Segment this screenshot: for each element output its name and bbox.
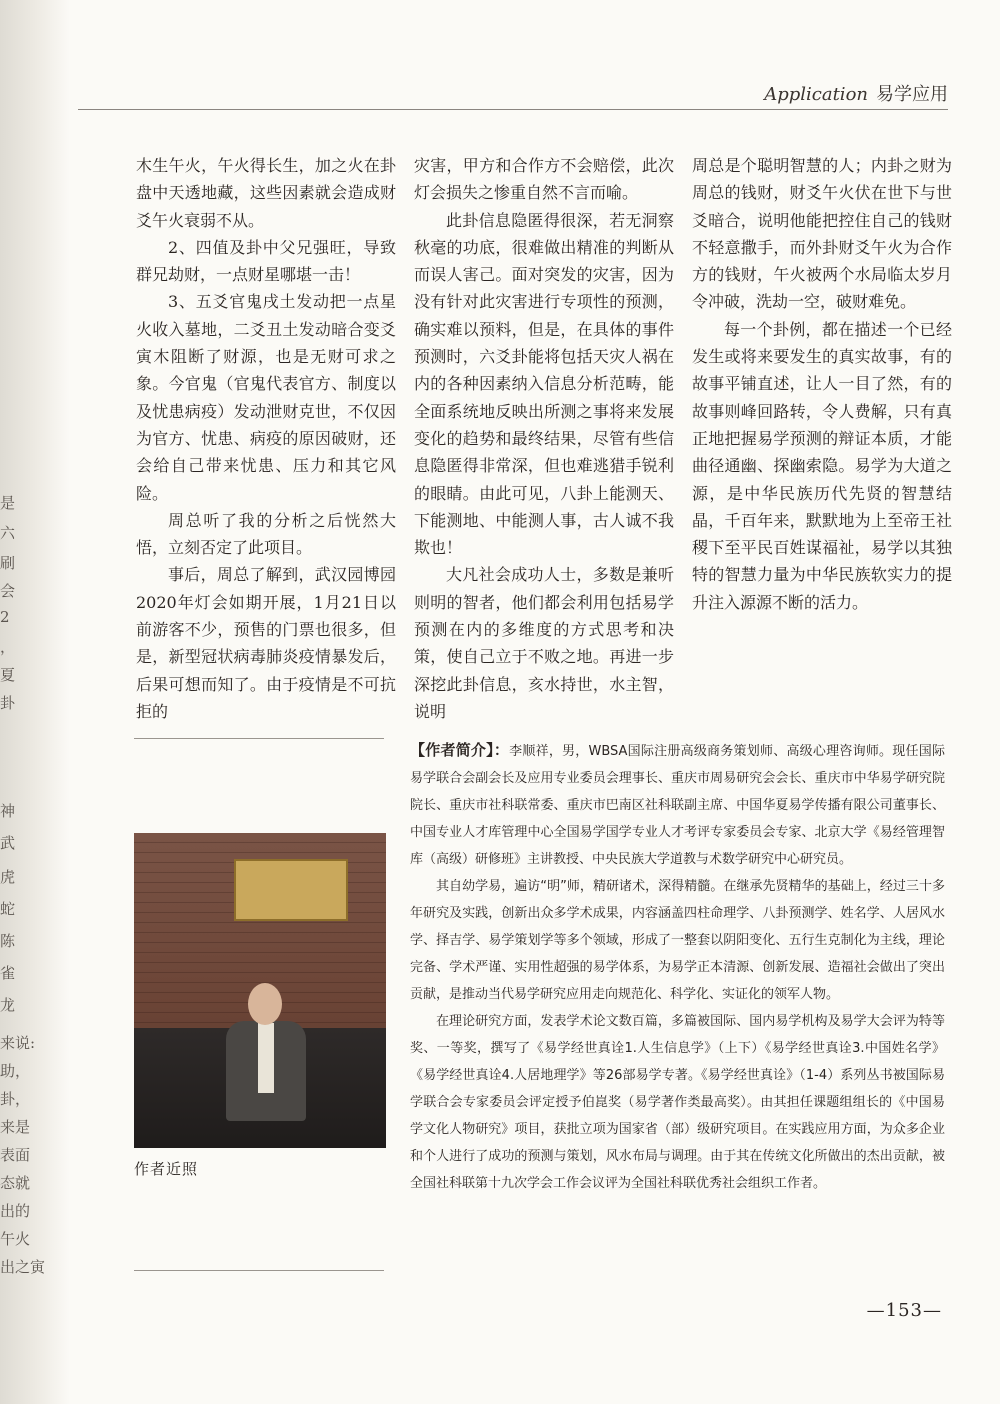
- column-paragraph: 每一个卦例，都在描述一个已经发生或将来要发生的真实故事，有的故事平铺直述，让人一目了然，有的故事则峰回路转，令人费解，只有真正地把握易学预测的辩证本质，才能曲径通幽、探幽索隐。易学为大道之源，是中华民族历代先贤的智慧结晶，千百年来，默默地为上至帝王社稷下至平民百姓谋福祉，易学以其独特的智慧力量为中华民族软实力的提升注入源源不断的活力。: [692, 319, 952, 612]
- photo-author-shirt: [258, 1023, 274, 1093]
- facing-page-fragment: 表面: [0, 1146, 31, 1164]
- bio-paragraph: 在理论研究方面，发表学术论文数百篇，多篇被国际、国内易学机构及易学大会评为特等奖、一等奖，撰写了《易学经世真诠1.人生信息学》（上下）《易学经世真诠3.中国姓名学》《易学经世真诠4.人居地理学》等26部易学专著。《易学经世真诠》（1-4）系列丛书被国际易学联合会专家委员会评定授予伯崑奖（易学著作类最高奖）。由其担任课题组组长的《中国易学文化人物研究》项目，获批立项为国家省（部）级研究项目。在实践应用方面，为众多企业和个人进行了成功的预测与策划，风水布局与调理。由于其在传统文化所做出的杰出贡献，被全国社科联第十九次学会工作会议评为全国社科联优秀社会组织工作者。: [410, 1014, 945, 1191]
- photo-wall-plaque: [234, 859, 348, 921]
- facing-page-fragment: 出之寅: [0, 1258, 46, 1276]
- facing-page-fragment: 夏: [0, 666, 16, 684]
- facing-page-fragment: 态就: [0, 1174, 31, 1192]
- body-column-3: [692, 152, 952, 616]
- facing-page-fragment: 虎: [0, 868, 16, 886]
- column-paragraph: 周总听了我的分析之后恍然大悟，立刻否定了此项目。: [136, 510, 396, 558]
- facing-page-fragment: 蛇: [0, 900, 16, 918]
- header-rule: [78, 109, 948, 110]
- facing-page-fragment: 神: [0, 802, 16, 820]
- author-photo: [134, 833, 386, 1148]
- facing-page-fragment: 卦，: [0, 1090, 31, 1108]
- facing-page-fragment: 来是: [0, 1118, 31, 1136]
- author-bio: [410, 737, 945, 1197]
- column-paragraph: 大凡社会成功人士，多数是兼听则明的智者，他们都会利用包括易学预测在内的多维度的方式思考和决策，使自己立于不败之地。再进一步深挖此卦信息，亥水持世，水主智，说明: [414, 565, 674, 721]
- facing-page-fragment: 武: [0, 834, 16, 852]
- facing-page-fragment: 出的: [0, 1202, 31, 1220]
- page-number: —153—: [866, 1300, 942, 1321]
- facing-page-fragment: 六: [0, 524, 16, 542]
- bio-text: 李顺祥，男，WBSA国际注册高级商务策划师、高级心理咨询师。现任国际易学联合会副会长及应用专业委员会理事长、重庆市周易研究会会长、重庆市中华易学研究院院长、重庆市社科联常委、重庆市巴南区社科联副主席、中国华夏易学传播有限公司董事长、中国专业人才库管理中心全国易学国学专业人才考评专家委员会专家、北京大学《易经管理智库（高级）研修班》主讲教授、中央民族大学道教与术数学研究中心研究员。: [410, 744, 945, 867]
- facing-page-fragment: 卦: [0, 694, 16, 712]
- column-paragraph: 木生午火，午火得长生，加之火在卦盘中天透地藏，这些因素就会造成财爻午火衰弱不从。: [136, 156, 396, 230]
- facing-page-fragment: 是: [0, 494, 16, 512]
- body-column-1: [136, 152, 396, 725]
- photo-caption: 作者近照: [134, 1160, 199, 1178]
- column-paragraph: 周总是个聪明智慧的人；内卦之财为周总的钱财，财爻午火伏在世下与世爻暗合，说明他能把控住自己的钱财不轻意撒手，而外卦财爻午火为合作方的钱财，午火被两个水局临太岁月令冲破，洗劫一空，破财难免。: [692, 156, 952, 312]
- facing-page-fragment: 龙: [0, 996, 16, 1014]
- bio-label: 【作者简介】：: [410, 741, 510, 759]
- facing-page-fragment: 陈: [0, 932, 16, 950]
- facing-page-fragment: 2: [0, 608, 10, 626]
- facing-page-fragment: 会: [0, 582, 16, 600]
- facing-page-fragment: 午火: [0, 1230, 31, 1248]
- facing-page-fragment: 雀: [0, 964, 16, 982]
- body-column-2: [414, 152, 674, 725]
- column-paragraph: 2、四值及卦中父兄强旺，导致群兄劫财，一点财星哪堪一击！: [136, 237, 396, 285]
- column-paragraph: 事后，周总了解到，武汉园博园2020年灯会如期开展，1月21日以前游客不少，预售的门票也很多，但是，新型冠状病毒肺炎疫情暴发后，后果可想而知了。由于疫情是不可抗拒的: [136, 565, 396, 721]
- running-header: [764, 80, 948, 106]
- header-chinese-title: 易学应用: [876, 84, 948, 105]
- bio-paragraph: 其自幼学易，遍访“明”师，精研诸术，深得精髓。在继承先贤精华的基础上，经过三十多年研究及实践，创新出众多学术成果，内容涵盖四柱命理学、八卦预测学、姓名学、人居风水学、择吉学、易学策划学等多个领域，形成了一整套以阴阳变化、五行生克制化为主线，理论完备、学术严谨、实用性超强的易学体系，为易学正本清源、创新发展、造福社会做出了突出贡献，是推动当代易学研究应用走向规范化、科学化、实证化的领军人物。: [410, 879, 945, 1002]
- column-paragraph: 此卦信息隐匿得很深，若无洞察秋毫的功底，很难做出精准的判断从而误人害己。面对突发的灾害，因为没有针对此灾害进行专项性的预测，确实难以预料，但是，在具体的事件预测时，六爻卦能将包括天灾人祸在内的各种因素纳入信息分析范畴，能全面系统地反映出所测之事将来发展变化的趋势和最终结果，尽管有些信息隐匿得非常深，但也难逃猎手锐利的眼睛。由此可见，八卦上能测天、下能测地、中能测人事，古人诚不我欺也！: [414, 210, 674, 558]
- header-english-title: Application: [764, 84, 868, 105]
- sidebar-top-rule: [134, 738, 384, 739]
- column-paragraph: 灾害，甲方和合作方不会赔偿，此次灯会损失之惨重自然不言而喻。: [414, 156, 674, 203]
- column-paragraph: 3、五爻官鬼戌土发动把一点星火收入墓地，二爻丑土发动暗合变爻寅木阻断了财源，也是无财可求之象。今官鬼（官鬼代表官方、制度以及忧患病疫）发动泄财克世，不仅因为官方、忧患、病疫的原因破财，还会给自己带来忧患、压力和其它风险。: [136, 292, 396, 503]
- facing-page-fragment: 来说:: [0, 1034, 36, 1052]
- bio-paragraph: [410, 737, 945, 873]
- facing-page-fragment: ，: [0, 638, 16, 656]
- photo-author-figure: [226, 983, 306, 1143]
- facing-page-fragment: 刷: [0, 554, 16, 572]
- facing-page-fragment: 助，: [0, 1062, 31, 1080]
- sidebar-bottom-rule: [134, 1270, 384, 1271]
- photo-author-head: [248, 983, 282, 1025]
